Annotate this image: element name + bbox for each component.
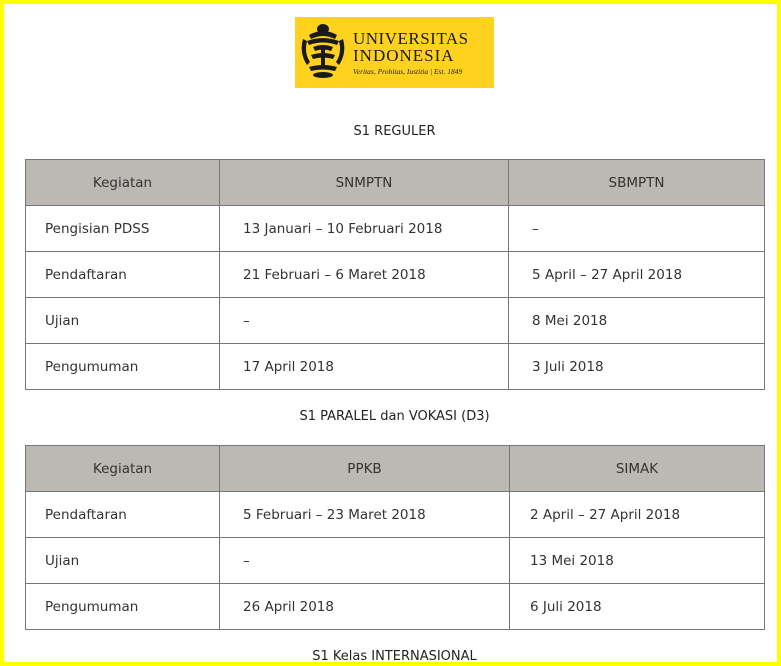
table-row xyxy=(26,206,765,252)
table-cell: Ujian xyxy=(26,298,220,344)
table-cell: 21 Februari – 6 Maret 2018 xyxy=(220,252,509,298)
table-cell: Pendaftaran xyxy=(26,252,220,298)
table-cell: – xyxy=(509,206,765,252)
table-cell: – xyxy=(220,538,510,584)
column-header: PPKB xyxy=(220,446,510,492)
table-row xyxy=(26,252,765,298)
table-cell: 6 Juli 2018 xyxy=(510,584,765,630)
table-cell: Pendaftaran xyxy=(26,492,220,538)
schedule-table-s1-paralel xyxy=(25,445,765,630)
table-cell: 26 April 2018 xyxy=(220,584,510,630)
table-row xyxy=(26,344,765,390)
column-header: Kegiatan xyxy=(26,160,220,206)
table-cell: Pengisian PDSS xyxy=(26,206,220,252)
logo-text-line1: UNIVERSITAS xyxy=(353,29,469,48)
university-logo xyxy=(295,17,494,88)
schedule-table-s1-reguler xyxy=(25,159,765,390)
table-cell: – xyxy=(220,298,509,344)
logo-motto: Veritas, Probitas, Iustitia | Est. 1849 xyxy=(353,67,463,76)
column-header: SIMAK xyxy=(510,446,765,492)
table-header-row xyxy=(26,160,765,206)
section-title-s1-reguler: S1 REGULER xyxy=(353,124,436,139)
section-title-s1-paralel: S1 PARALEL dan VOKASI (D3) xyxy=(299,409,490,424)
section-title-s1-internasional: S1 Kelas INTERNASIONAL xyxy=(312,649,477,664)
table-cell: Ujian xyxy=(26,538,220,584)
table-header-row xyxy=(26,446,765,492)
table-cell: 13 Mei 2018 xyxy=(510,538,765,584)
table-row xyxy=(26,584,765,630)
table-cell: Pengumuman xyxy=(26,584,220,630)
table-cell: Pengumuman xyxy=(26,344,220,390)
column-header: Kegiatan xyxy=(26,446,220,492)
column-header: SBMPTN xyxy=(509,160,765,206)
makara-emblem-icon xyxy=(295,17,351,88)
table-cell: 3 Juli 2018 xyxy=(509,344,765,390)
table-row xyxy=(26,492,765,538)
column-header: SNMPTN xyxy=(220,160,509,206)
table-cell: 13 Januari – 10 Februari 2018 xyxy=(220,206,509,252)
table-cell: 5 Februari – 23 Maret 2018 xyxy=(220,492,510,538)
table-row xyxy=(26,538,765,584)
logo-text-line2: INDONESIA xyxy=(353,46,455,65)
table-cell: 2 April – 27 April 2018 xyxy=(510,492,765,538)
table-cell: 5 April – 27 April 2018 xyxy=(509,252,765,298)
table-cell: 17 April 2018 xyxy=(220,344,509,390)
table-cell: 8 Mei 2018 xyxy=(509,298,765,344)
table-row xyxy=(26,298,765,344)
